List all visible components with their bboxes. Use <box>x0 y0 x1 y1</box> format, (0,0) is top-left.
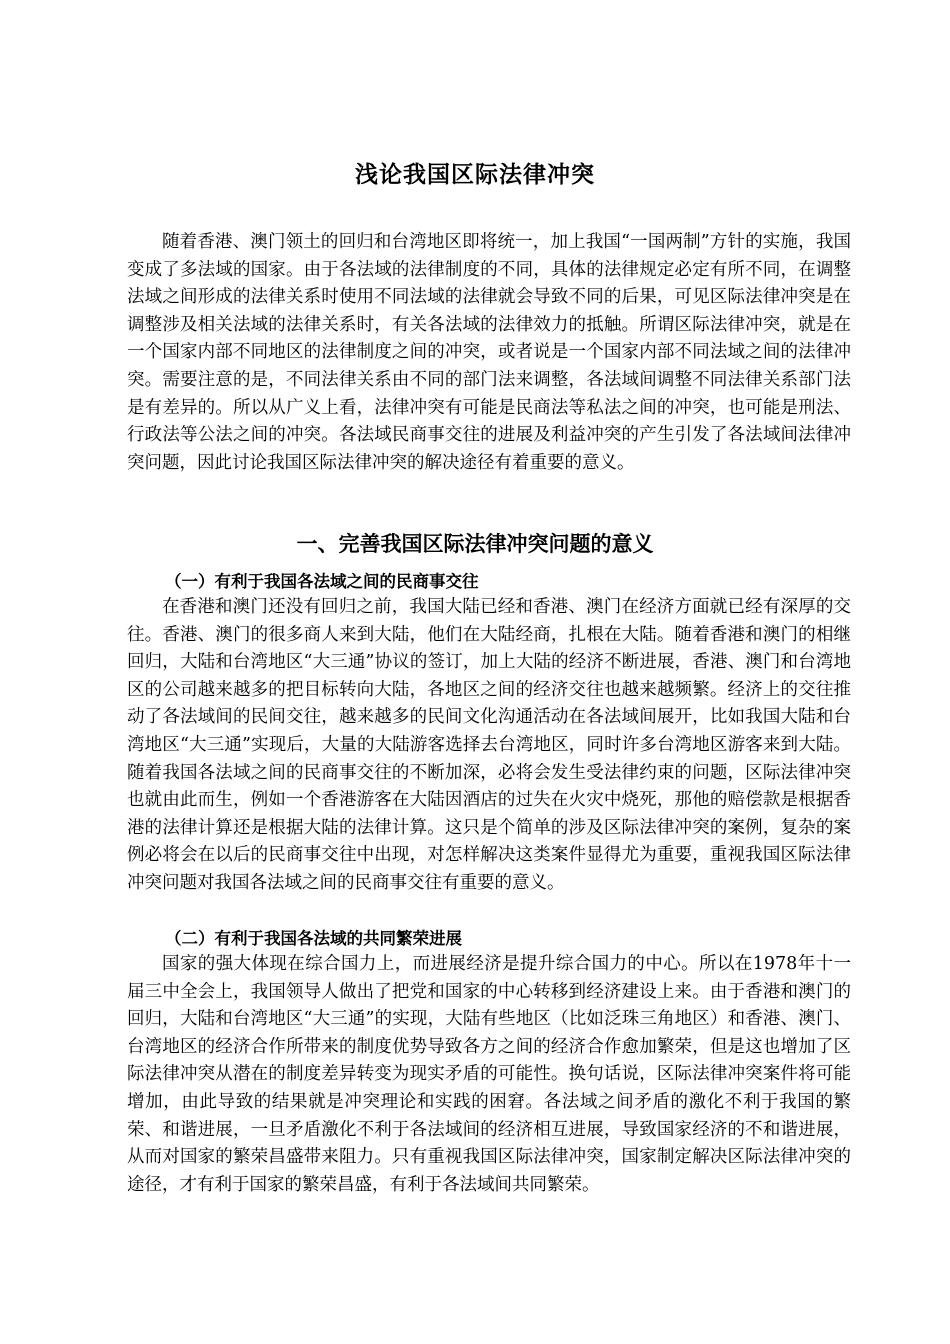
subsection-heading-1: （一）有利于我国各法域之间的民商事交往 <box>165 572 479 591</box>
section-heading: 一、完善我国区际法律冲突问题的意义 <box>296 532 654 556</box>
intro-paragraph: 随着香港、澳门领土的回归和台湾地区即将统一，加上我国“一国两制”方针的实施，我国变成了多法域的国家。由于各法域的法律制度的不同，具体的法律规定必定有所不同，在调整法域之间形成的法律关系时使用不同法域的法律就会导致不同的后果，可见区际法律冲突是在调整涉及相关法域的法律关系时，有关各法域的法律效力的抵触。所谓区际法律冲突，就是在一个国家内部不同地区的法律制度之间的冲突，或者说是一个国家内部不同法域之间的法律冲突。需要注意的是，不同法律关系由不同的部门法来调整，各法域间调整不同法律关系部门法是有差异的。所以从广义上看，法律冲突有可能是民商法等私法之间的冲突，也可能是刑法、行政法等公法之间的冲突。各法域民商事交往的进展及利益冲突的产生引发了各法域间法律冲突问题，因此讨论我国区际法律冲突的解决途径有着重要的意义。 <box>127 232 851 473</box>
subsection-heading-2: （二）有利于我国各法域的共同繁荣进展 <box>165 929 462 948</box>
subsection-paragraph-1: 在香港和澳门还没有回归之前，我国大陆已经和香港、澳门在经济方面就已经有深厚的交往。香港、澳门的很多商人来到大陆，他们在大陆经商，扎根在大陆。随着香港和澳门的相继回归，大陆和台湾地区“大三通”协议的签订，加上大陆的经济不断进展，香港、澳门和台湾地区的公司越来越多的把目标转向大陆，各地区之间的经济交往也越来越频繁。经济上的交往推动了各法域间的民间交往，越来越多的民间文化沟通活动在各法域间展开，比如我国大陆和台湾地区“大三通”实现后，大量的大陆游客选择去台湾地区，同时许多台湾地区游客来到大陆。随着我国各法域之间的民商事交往的不断加深，必将会发生受法律约束的问题，区际法律冲突也就由此而生，例如一个香港游客在大陆因酒店的过失在火灾中烧死，那他的赔偿款是根据香港的法律计算还是根据大陆的法律计算。这只是个简单的涉及区际法律冲突的案例，复杂的案例必将会在以后的民商事交往中出现，对怎样解决这类案件显得尤为重要，重视我国区际法律冲突问题对我国各法域之间的民商事交往有重要的意义。 <box>127 597 851 893</box>
document-title: 浅论我国区际法律冲突 <box>355 162 595 188</box>
subsection-paragraph-2: 国家的强大体现在综合国力上，而进展经济是提升综合国力的中心。所以在1978年十一届三中全会上，我国领导人做出了把党和国家的中心转移到经济建设上来。由于香港和澳门的回归，大陆和台湾地区“大三通”的实现，大陆有些地区（比如泛珠三角地区）和香港、澳门、台湾地区的经济合作所带来的制度优势导致各方之间的经济合作愈加繁荣，但是这也增加了区际法律冲突从潜在的制度差异转变为现实矛盾的可能性。换句话说，区际法律冲突案件将可能增加，由此导致的结果就是冲突理论和实践的困窘。各法域之间矛盾的激化不利于我国的繁荣、和谐进展，一旦矛盾激化不利于各法域间的经济相互进展，导致国家经济的不和谐进展，从而对国家的繁荣昌盛带来阻力。只有重视我国区际法律冲突，国家制定解决区际法律冲突的途径，才有利于国家的繁荣昌盛，有利于各法域间共同繁荣。 <box>127 954 851 1195</box>
